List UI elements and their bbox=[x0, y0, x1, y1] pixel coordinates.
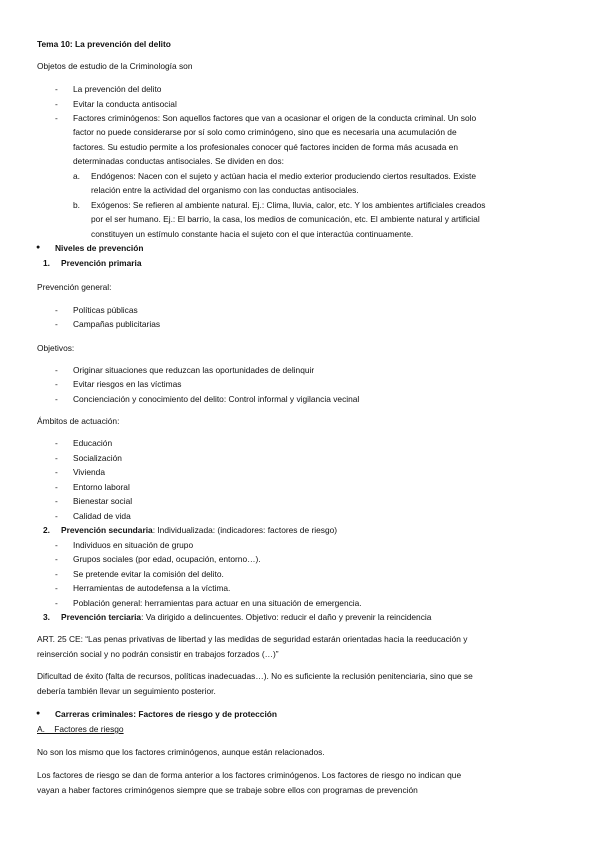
list-item-continued: factores. Su estudio permite a los profesionales conocer qué factores inciden de forma más acusada en bbox=[73, 142, 459, 152]
list-item: Evitar la conducta antisocial bbox=[73, 99, 177, 109]
list-dash: - bbox=[55, 438, 58, 448]
list-item: Evitar riesgos en las víctimas bbox=[73, 379, 182, 389]
list-item: Entorno laboral bbox=[73, 482, 130, 492]
heading-number: 3. bbox=[43, 612, 50, 622]
sublist-marker: a. bbox=[73, 171, 80, 181]
list-dash: - bbox=[55, 84, 58, 94]
secundaria-line bbox=[61, 524, 337, 536]
list-item: Calidad de vida bbox=[73, 511, 131, 521]
list-dash: - bbox=[55, 113, 58, 123]
list-dash: - bbox=[55, 569, 58, 579]
section-heading: Niveles de prevención bbox=[55, 243, 144, 253]
list-dash: - bbox=[55, 554, 58, 564]
sublist-item-continued: constituyen un estímulo constante hacia el sujeto con el que interactúa continuamente. bbox=[91, 229, 414, 239]
sublist-item-continued: por el ser humano. Ej.: El barrio, la casa, los medios de comunicación, etc. El ambiente natural y artificial bbox=[91, 214, 480, 224]
list-item: Individuos en situación de grupo bbox=[73, 540, 194, 550]
sublist-marker: b. bbox=[73, 200, 80, 210]
list-dash: - bbox=[55, 583, 58, 593]
list-dash: - bbox=[55, 511, 58, 521]
list-item: Vivienda bbox=[73, 467, 105, 477]
underlined-heading: A. Factores de riesgo bbox=[37, 724, 124, 734]
subsection-heading: Prevención primaria bbox=[61, 258, 142, 268]
list-dash: - bbox=[55, 598, 58, 608]
subsection-text: : Va dirigido a delincuentes. Objetivo: reducir el daño y prevenir la reincidencia bbox=[141, 612, 432, 622]
list-item: Campañas publicitarias bbox=[73, 319, 161, 329]
heading-number: 1. bbox=[43, 258, 50, 268]
paragraph-line: ART. 25 CE: “Las penas privativas de libertad y las medidas de seguridad estarán orientadas hacia la reeducación y bbox=[37, 634, 468, 644]
list-item: La prevención del delito bbox=[73, 84, 162, 94]
paragraph-line: vayan a haber factores criminógenos siempre que se trabaje sobre ellos con programas de prevención bbox=[37, 785, 418, 795]
sublist-item-continued: relación entre la actividad del organismo con las conductas antisociales. bbox=[91, 185, 359, 195]
subsection-heading: Prevención terciaria bbox=[61, 612, 142, 622]
list-dash: - bbox=[55, 540, 58, 550]
paragraph-line: reinserción social y no podrán consistir en trabajos forzados (…)” bbox=[37, 649, 279, 659]
document-title: Tema 10: La prevención del delito bbox=[37, 39, 171, 49]
paragraph-label: Prevención general: bbox=[37, 282, 112, 292]
sublist-item: Exógenos: Se refieren al ambiente natural. Ej.: Clima, lluvia, calor, etc. Y los ambientes artificiales creados bbox=[91, 200, 486, 210]
terciaria-line bbox=[61, 611, 431, 623]
list-dash: - bbox=[55, 453, 58, 463]
paragraph-line: debería también llevar un seguimiento posterior. bbox=[37, 686, 216, 696]
list-item: Grupos sociales (por edad, ocupación, entorno…). bbox=[73, 554, 261, 564]
list-item: Originar situaciones que reduzcan las oportunidades de delinquir bbox=[73, 365, 315, 375]
list-item: Educación bbox=[73, 438, 113, 448]
list-dash: - bbox=[55, 305, 58, 315]
list-item: Herramientas de autodefensa a la víctima. bbox=[73, 583, 231, 593]
list-item: Se pretende evitar la comisión del delito. bbox=[73, 569, 224, 579]
list-item: Socialización bbox=[73, 453, 122, 463]
bullet-icon: ● bbox=[36, 710, 41, 717]
subsection-heading: Prevención secundaria bbox=[61, 525, 153, 535]
paragraph-label: Ámbitos de actuación: bbox=[37, 416, 120, 426]
list-item: Concienciación y conocimiento del delito: Control informal y vigilancia vecinal bbox=[73, 394, 360, 404]
paragraph-line: Los factores de riesgo se dan de forma anterior a los factores criminógenos. Los factores de riesgo no indican que bbox=[37, 770, 462, 780]
list-item: Políticas públicas bbox=[73, 305, 138, 315]
list-item-continued: factor no puede considerarse por sí solo como criminógeno, sino que es necesaria una acumulación de bbox=[73, 127, 457, 137]
list-dash: - bbox=[55, 319, 58, 329]
list-dash: - bbox=[55, 496, 58, 506]
list-dash: - bbox=[55, 379, 58, 389]
paragraph-line: No son los mismo que los factores criminógenos, aunque están relacionados. bbox=[37, 747, 325, 757]
sublist-item: Endógenos: Nacen con el sujeto y actúan hacia el medio exterior produciendo ciertos resultados. Existe bbox=[91, 171, 477, 181]
section-heading: Carreras criminales: Factores de riesgo y de protección bbox=[55, 709, 278, 719]
paragraph-line: Dificultad de éxito (falta de recursos, políticas inadecuadas…). No es suficiente la reclusión penitenciaria, sino que se bbox=[37, 671, 473, 681]
list-dash: - bbox=[55, 99, 58, 109]
list-item: Población general: herramientas para actuar en una situación de emergencia. bbox=[73, 598, 362, 608]
list-dash: - bbox=[55, 482, 58, 492]
bullet-icon: ● bbox=[36, 244, 41, 251]
heading-number: 2. bbox=[43, 525, 50, 535]
list-item: Bienestar social bbox=[73, 496, 133, 506]
list-item-continued: determinadas conductas antisociales. Se dividen en dos: bbox=[73, 156, 284, 166]
list-item: Factores criminógenos: Son aquellos factores que van a ocasionar el origen de la conducta criminal. Un solo bbox=[73, 113, 477, 123]
intro-text: Objetos de estudio de la Criminología son bbox=[37, 61, 193, 71]
list-dash: - bbox=[55, 394, 58, 404]
list-dash: - bbox=[55, 467, 58, 477]
paragraph-label: Objetivos: bbox=[37, 343, 75, 353]
subsection-text: : Individualizada: (indicadores: factores de riesgo) bbox=[152, 525, 338, 535]
list-dash: - bbox=[55, 365, 58, 375]
